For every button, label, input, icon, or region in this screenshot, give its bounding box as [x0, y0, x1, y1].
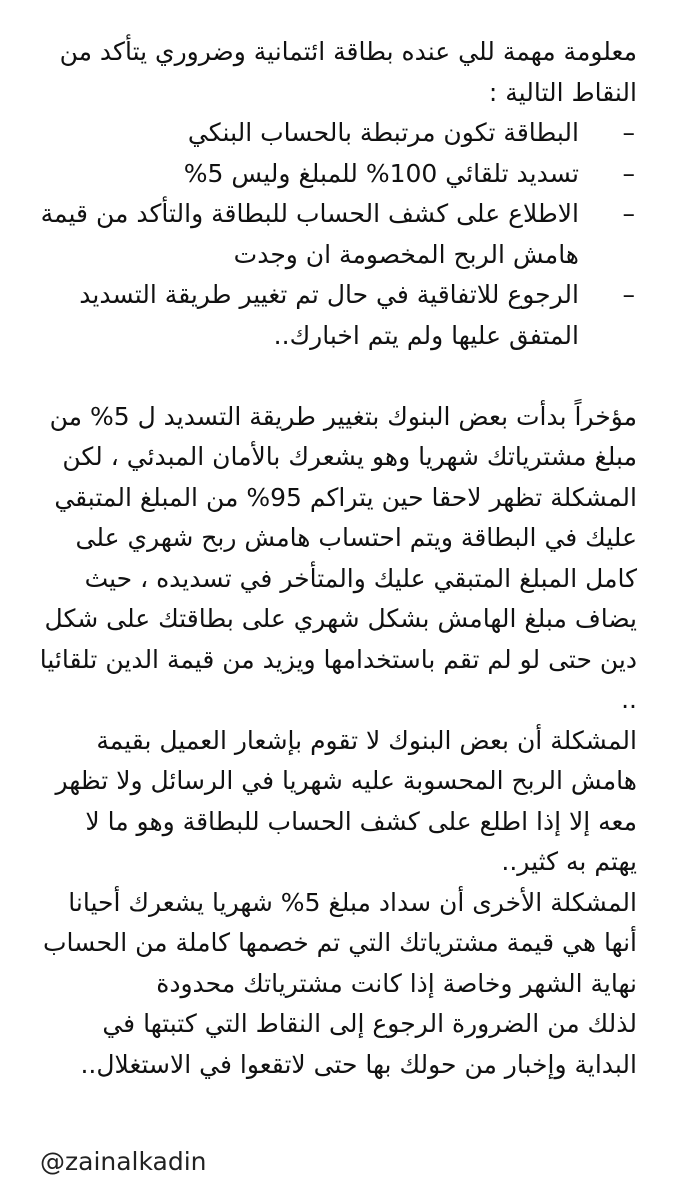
- body-paragraph: المشكلة أن بعض البنوك لا تقوم بإشعار العميل بقيمة هامش الربح المحسوبة عليه شهريا في الرسائل ولا تظهر معه إلا إذا اطلع على كشف الحساب للبطاقة وهو ما لا يهتم به كثير..: [55, 725, 637, 876]
- list-item: [36, 275, 637, 356]
- closing-paragraph: لذلك من الضرورة الرجوع إلى النقاط التي كتبتها في البداية وإخبار من حولك بها حتى لاتقعوا في الاستغلال..: [80, 1009, 637, 1079]
- author-handle: @zainalkadin: [40, 1147, 207, 1176]
- dash-bullet-icon: –: [622, 280, 635, 309]
- intro-paragraph: معلومة مهمة للي عنده بطاقة ائتمانية وضروري يتأكد من النقاط التالية :: [59, 37, 637, 107]
- paragraph-spacer: [36, 356, 637, 397]
- dash-bullet-icon: –: [622, 199, 635, 228]
- body-paragraph: مؤخراً بدأت بعض البنوك بتغيير طريقة التسديد ل 5% من مبلغ مشترياتك شهريا وهو يشعرك بالأمان المبدئي ، لكن المشكلة تظهر لاحقا حين يتراكم 95% من المبلغ المتبقي عليك في البطاقة ويتم احتساب هامش ربح شهري على كامل المبلغ المتبقي عليك والمتأخر في تسديده ، حيث يضاف مبلغ الهامش بشكل شهري على بطاقتك على شكل دين حتى لو لم تقم باستخدامها ويزيد من قيمة الدين تلقائيا ..: [39, 401, 637, 714]
- list-item: [36, 194, 637, 275]
- list-item-text: الاطلاع على كشف الحساب للبطاقة والتأكد من قيمة هامش الربح المخصومة ان وجدت: [40, 199, 579, 269]
- list-item-text: الرجوع للاتفاقية في حال تم تغيير طريقة التسديد المتفق عليها ولم يتم اخبارك..: [79, 280, 579, 350]
- article-body: [36, 32, 637, 1085]
- dash-bullet-icon: –: [622, 118, 635, 147]
- list-item-text: تسديد تلقائي 100% للمبلغ وليس 5%: [183, 158, 579, 188]
- list-item: [36, 154, 637, 195]
- list-item-text: البطاقة تكون مرتبطة بالحساب البنكي: [187, 118, 579, 147]
- body-paragraph: المشكلة الأخرى أن سداد مبلغ 5% شهريا يشعرك أحيانا أنها هي قيمة مشترياتك التي تم خصمها كاملة من الحساب نهاية الشهر وخاصة إذا كانت مشترياتك محدودة: [42, 887, 637, 998]
- dash-bullet-icon: –: [622, 158, 635, 188]
- list-item: [36, 113, 637, 154]
- checklist: [36, 113, 637, 356]
